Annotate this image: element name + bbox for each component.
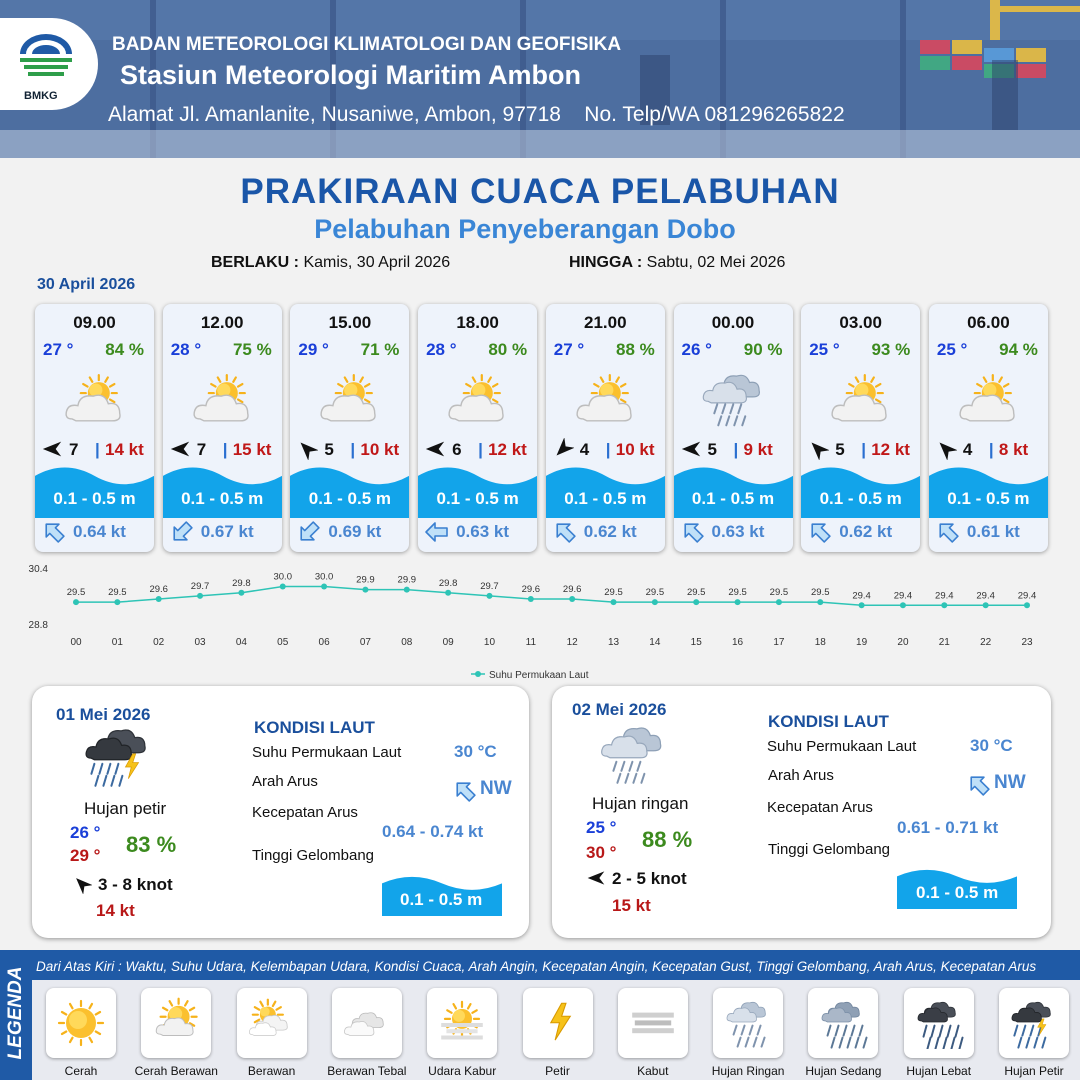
day-wind-speed: 3 - 8 knot <box>98 875 173 894</box>
x-tick-label: 09 <box>442 637 454 648</box>
legend-item-label: Hujan Sedang <box>805 1064 882 1078</box>
card-current-speed: 0.69 kt <box>328 522 382 541</box>
data-label: 29.5 <box>66 587 86 599</box>
data-label: 29.5 <box>645 587 665 599</box>
card-time: 21.00 <box>584 313 627 332</box>
sst-point <box>611 599 617 605</box>
current-speed-label: Kecepatan Arus <box>767 799 873 816</box>
x-tick-label: 12 <box>566 637 578 648</box>
legend-item-cerah-berawan <box>141 988 211 1058</box>
x-tick-label: 05 <box>277 637 289 648</box>
card-gust: 12 kt <box>871 440 910 459</box>
forecast-card-06.00 <box>929 304 1048 552</box>
sst-series-line <box>76 587 1027 606</box>
card-humidity: 93 % <box>871 340 911 359</box>
cerah-berawan-icon <box>568 368 644 434</box>
card-temperature: 26 ° <box>681 340 712 359</box>
legend-item-kabut <box>618 988 688 1058</box>
current-direction-icon <box>807 519 833 545</box>
day-humidity: 88 % <box>642 827 693 852</box>
day-date: 02 Mei 2026 <box>572 700 667 719</box>
wind-direction-icon <box>935 438 957 460</box>
x-tick-label: 19 <box>856 637 868 648</box>
card-temperature: 27 ° <box>43 340 74 359</box>
x-tick-label: 22 <box>980 637 992 648</box>
sst-point <box>362 587 368 593</box>
sst-point <box>859 602 865 608</box>
data-label: 29.9 <box>397 574 417 586</box>
wave-height-label: Tinggi Gelombang <box>252 847 375 864</box>
card-time: 12.00 <box>200 313 244 332</box>
current-dir-label: Arah Arus <box>252 773 318 790</box>
wind-direction-icon <box>424 438 446 460</box>
current-direction-icon <box>680 519 706 545</box>
card-wind-speed: 4 <box>962 440 973 459</box>
card-wind-speed: 5 <box>707 440 717 459</box>
wind-direction-icon <box>169 438 191 460</box>
legend-item-label: Berawan Tebal <box>327 1064 407 1078</box>
wind-direction-icon <box>41 438 63 460</box>
card-gust: 14 kt <box>105 440 144 459</box>
current-speed-value: 0.61 - 0.71 kt <box>897 818 999 837</box>
sst-label: Suhu Permukaan Laut <box>252 744 402 761</box>
card-separator: | <box>861 440 866 459</box>
current-speed-value: 0.64 - 0.74 kt <box>382 822 484 841</box>
sst-point <box>404 587 410 593</box>
legend-item-hujan-ringan <box>713 988 783 1058</box>
page-subtitle: Pelabuhan Penyeberangan Dobo <box>314 214 736 244</box>
card-wind-speed: 5 <box>324 440 334 459</box>
data-label: 29.4 <box>976 590 995 602</box>
card-separator: | <box>350 440 356 459</box>
wave-height-value: 0.1 - 0.5 m <box>400 890 483 909</box>
hujan-petir-icon <box>80 722 160 798</box>
forecast-card-15.00 <box>290 304 409 552</box>
card-temperature: 25 ° <box>809 340 840 359</box>
legend-marker <box>475 671 481 677</box>
card-current-speed: 0.61 kt <box>966 522 1020 541</box>
wave-height-value: 0.1 - 0.5 m <box>916 883 999 902</box>
card-time: 09.00 <box>73 313 116 332</box>
forecast-card-21.00 <box>546 304 665 552</box>
card-current-speed: 0.67 kt <box>200 522 254 541</box>
station-name: Stasiun Meteorologi Maritim Ambon <box>120 60 582 90</box>
current-speed-label: Kecepatan Arus <box>252 804 358 821</box>
card-time: 15.00 <box>328 313 372 332</box>
legend-item-berawan-tebal <box>332 988 402 1058</box>
card-gust: 9 kt <box>743 440 773 459</box>
x-tick-label: 17 <box>773 637 785 648</box>
current-dir-value: NW <box>994 772 1026 793</box>
contact-line <box>108 103 845 127</box>
card-separator: | <box>478 440 483 459</box>
x-tick-label: 18 <box>814 637 826 648</box>
x-tick-label: 07 <box>359 637 371 648</box>
sst-point <box>1024 602 1030 608</box>
data-label: 29.9 <box>356 574 375 586</box>
sst-point <box>321 584 327 590</box>
hujan-ringan-icon <box>696 368 772 434</box>
valid-from <box>211 254 450 272</box>
wind-direction-icon <box>680 438 702 460</box>
wind-direction-icon <box>296 438 318 460</box>
sst-point <box>652 599 658 605</box>
x-tick-label: 06 <box>318 637 330 648</box>
forecast-card-03.00 <box>801 304 920 552</box>
day-panel-2 <box>552 686 1051 938</box>
legend-side-bar <box>0 950 32 1080</box>
cerah-berawan-icon <box>440 368 516 434</box>
phone: No. Telp/WA 081296265822 <box>584 103 845 126</box>
sst-point <box>941 602 947 608</box>
card-humidity: 75 % <box>232 340 272 359</box>
legend-item-label: Kabut <box>637 1064 669 1078</box>
card-wave-height: 0.1 - 0.5 m <box>819 489 902 508</box>
data-label: 29.5 <box>604 587 623 599</box>
card-wind-speed: 7 <box>69 440 79 459</box>
cerah-berawan-icon <box>312 368 388 434</box>
sst-point <box>238 590 244 596</box>
card-time: 00.00 <box>711 313 755 332</box>
card-wave-height: 0.1 - 0.5 m <box>436 489 519 508</box>
current-direction-icon <box>935 519 961 545</box>
bmkg-emblem-icon <box>16 32 76 88</box>
day-condition: Hujan ringan <box>592 794 689 813</box>
card-wind-speed: 4 <box>579 440 590 459</box>
valid-to <box>569 254 785 272</box>
legend-item-label: Hujan Ringan <box>711 1064 785 1078</box>
forecast-card-12.00 <box>163 304 282 552</box>
card-temperature: 27 ° <box>553 340 585 359</box>
card-time: 06.00 <box>967 313 1010 332</box>
current-direction-icon <box>452 778 478 804</box>
day-temp-min: 26 ° <box>70 823 101 842</box>
data-label: 29.6 <box>149 584 168 595</box>
current-dir-label: Arah Arus <box>768 767 834 784</box>
card-gust: 15 kt <box>232 440 272 459</box>
sst-point <box>156 596 162 602</box>
wind-direction-icon <box>72 874 92 894</box>
card-time: 18.00 <box>456 313 499 332</box>
hujan-ringan-icon <box>594 720 674 796</box>
legend-item-label: Berawan <box>247 1064 296 1078</box>
day-temp-max: 29 ° <box>70 846 101 865</box>
x-tick-label: 14 <box>649 637 661 648</box>
data-label: 29.4 <box>852 590 871 602</box>
agency-name: BADAN METEOROLOGI KLIMATOLOGI DAN GEOFISIKA <box>112 34 622 55</box>
cerah-berawan-icon <box>185 368 261 434</box>
card-wind-speed: 6 <box>452 440 462 459</box>
card-current-speed: 0.63 kt <box>456 522 510 541</box>
x-tick-label: 02 <box>153 637 165 648</box>
sst-point <box>776 599 782 605</box>
x-tick-label: 20 <box>897 637 909 648</box>
data-label: 29.5 <box>811 587 830 599</box>
x-tick-label: 15 <box>690 637 702 648</box>
x-tick-label: 13 <box>607 637 620 648</box>
sst-chart <box>28 564 1052 688</box>
sst-point <box>114 599 120 605</box>
cerah-berawan-icon <box>823 368 899 434</box>
card-separator: | <box>988 440 994 459</box>
day-gust: 15 kt <box>612 896 651 915</box>
card-gust: 12 kt <box>488 440 527 459</box>
current-direction-icon <box>41 519 67 545</box>
sst-point <box>817 599 823 605</box>
data-label: 29.4 <box>1017 590 1037 602</box>
wind-direction-icon <box>552 438 574 460</box>
card-wind-speed: 5 <box>835 440 845 459</box>
legend-item-label: Hujan Petir <box>1004 1064 1064 1078</box>
valid-to-label: HINGGA : <box>569 254 643 271</box>
legend-item-label: Cerah Berawan <box>134 1064 218 1078</box>
data-label: 30.0 <box>314 571 334 583</box>
legend-item-label: Petir <box>545 1064 570 1078</box>
card-humidity: 90 % <box>743 340 783 359</box>
x-tick-label: 10 <box>483 637 496 648</box>
card-temperature: 29 ° <box>298 340 329 359</box>
current-direction-icon <box>169 519 195 545</box>
x-tick-label: 08 <box>401 637 413 648</box>
x-tick-label: 23 <box>1021 637 1033 648</box>
sst-point <box>280 584 286 590</box>
legend-item-label: Cerah <box>64 1064 98 1078</box>
forecast-card-09.00 <box>35 304 154 552</box>
x-tick-label: 03 <box>194 637 206 648</box>
sst-point <box>983 602 989 608</box>
forecast-card-00.00 <box>674 304 793 552</box>
cerah-berawan-icon <box>57 368 133 434</box>
sst-point <box>73 599 79 605</box>
data-label: 29.4 <box>935 590 954 602</box>
card-gust: 10 kt <box>615 440 655 459</box>
card-current-speed: 0.62 kt <box>583 522 637 541</box>
sst-point <box>693 599 699 605</box>
card-humidity: 88 % <box>616 340 655 359</box>
sst-value: 30 °C <box>970 736 1013 755</box>
data-label: 29.6 <box>562 584 582 595</box>
current-direction-icon <box>424 519 450 545</box>
y-tick-label: 28.8 <box>28 620 48 631</box>
card-separator: | <box>733 440 739 459</box>
legend-item-udara-kabur <box>427 988 497 1058</box>
legend-title: LEGENDA <box>5 966 26 1060</box>
cerah-berawan-icon <box>951 368 1027 434</box>
legend-item-label: Udara Kabur <box>428 1064 497 1078</box>
bmkg-logo <box>0 18 98 110</box>
card-temperature: 28 ° <box>426 340 457 359</box>
x-tick-label: 11 <box>525 637 537 648</box>
sst-point <box>900 602 906 608</box>
logo-text: BMKG <box>24 90 58 102</box>
card-gust: 8 kt <box>998 440 1029 459</box>
legend-item-petir <box>523 988 593 1058</box>
legend-item-hujan-lebat <box>904 988 974 1058</box>
header-banner <box>0 0 1080 158</box>
kondisi-laut-title: KONDISI LAUT <box>254 718 375 737</box>
legend-item-hujan-sedang <box>808 988 878 1058</box>
card-wave-height: 0.1 - 0.5 m <box>691 489 775 508</box>
x-tick-label: 04 <box>235 637 247 648</box>
data-label: 29.8 <box>232 577 251 589</box>
card-wind-speed: 7 <box>196 440 207 459</box>
current-direction-icon <box>296 519 322 545</box>
card-time: 03.00 <box>839 313 882 332</box>
card-wave-height: 0.1 - 0.5 m <box>564 489 647 508</box>
card-temperature: 28 ° <box>170 340 202 359</box>
sst-value: 30 °C <box>454 742 497 761</box>
wind-direction-icon <box>807 438 829 460</box>
card-gust: 10 kt <box>360 440 400 459</box>
day-gust: 14 kt <box>96 901 135 920</box>
data-label: 29.7 <box>190 580 210 592</box>
card-current-speed: 0.62 kt <box>839 522 893 541</box>
day-humidity: 83 % <box>126 832 177 857</box>
forecast-date: 30 April 2026 <box>37 276 136 293</box>
valid-from-label: BERLAKU : <box>211 254 299 271</box>
card-wave-height: 0.1 - 0.5 m <box>181 489 264 508</box>
card-wave-height: 0.1 - 0.5 m <box>308 489 391 508</box>
card-humidity: 80 % <box>488 340 528 359</box>
legend-item-label: Hujan Lebat <box>906 1064 972 1078</box>
day-wind-speed: 2 - 5 knot <box>612 869 687 888</box>
valid-to-value: Sabtu, 02 Mei 2026 <box>646 254 786 271</box>
card-wave-height: 0.1 - 0.5 m <box>53 489 136 508</box>
day-condition: Hujan petir <box>84 799 167 818</box>
legend-item-hujan-petir <box>999 988 1069 1058</box>
kondisi-laut-title: KONDISI LAUT <box>768 712 889 731</box>
data-label: 29.5 <box>686 587 706 599</box>
y-tick-label: 30.4 <box>28 564 48 575</box>
wind-direction-icon <box>586 868 606 888</box>
data-label: 29.6 <box>521 584 541 595</box>
card-current-speed: 0.63 kt <box>711 522 765 541</box>
sst-point <box>569 596 575 602</box>
card-separator: | <box>605 440 611 459</box>
data-label: 29.4 <box>893 590 913 602</box>
day-temp-max: 30 ° <box>586 843 617 862</box>
day-date: 01 Mei 2026 <box>56 705 151 724</box>
sst-label: Suhu Permukaan Laut <box>767 738 917 755</box>
day-panel-1 <box>32 686 529 938</box>
legend-description: Dari Atas Kiri : Waktu, Suhu Udara, Kelembapan Udara, Kondisi Cuaca, Arah Angin, Kecepatan Angin, Kecepatan Gust, Tinggi Gelombang, Arah Arus, Kecepatan Arus <box>36 959 1037 974</box>
current-direction-icon <box>552 519 578 545</box>
sst-point <box>445 590 451 596</box>
data-label: 29.8 <box>438 577 458 589</box>
day-temp-min: 25 ° <box>586 818 617 837</box>
sst-point <box>486 593 492 599</box>
x-tick-label: 16 <box>732 637 744 648</box>
card-humidity: 94 % <box>999 340 1038 359</box>
forecast-card-18.00 <box>418 304 537 552</box>
wave-height-label: Tinggi Gelombang <box>768 841 891 858</box>
data-label: 30.0 <box>273 571 292 583</box>
legend-label: Suhu Permukaan Laut <box>489 670 589 681</box>
card-current-speed: 0.64 kt <box>73 522 126 541</box>
card-separator: | <box>95 440 100 459</box>
x-tick-label: 01 <box>111 637 123 648</box>
data-label: 29.7 <box>480 580 499 592</box>
sst-point <box>735 599 741 605</box>
card-separator: | <box>222 440 228 459</box>
page-title: PRAKIRAAN CUACA PELABUHAN <box>240 172 840 211</box>
data-label: 29.5 <box>769 587 789 599</box>
current-dir-value: NW <box>480 778 512 799</box>
x-tick-label: 21 <box>938 637 950 648</box>
legend-item-berawan <box>237 988 307 1058</box>
card-temperature: 25 ° <box>936 340 968 359</box>
sst-point <box>528 596 534 602</box>
data-label: 29.5 <box>728 587 747 599</box>
valid-from-value: Kamis, 30 April 2026 <box>303 254 451 271</box>
card-humidity: 84 % <box>105 340 144 359</box>
card-wave-height: 0.1 - 0.5 m <box>947 489 1030 508</box>
sst-point <box>197 593 203 599</box>
current-direction-icon <box>966 772 992 798</box>
legend-item-cerah <box>46 988 116 1058</box>
address: Alamat Jl. Amanlanite, Nusaniwe, Ambon, 97718 <box>108 103 561 126</box>
card-humidity: 71 % <box>360 340 400 359</box>
x-tick-label: 00 <box>70 637 82 648</box>
data-label: 29.5 <box>108 587 127 599</box>
